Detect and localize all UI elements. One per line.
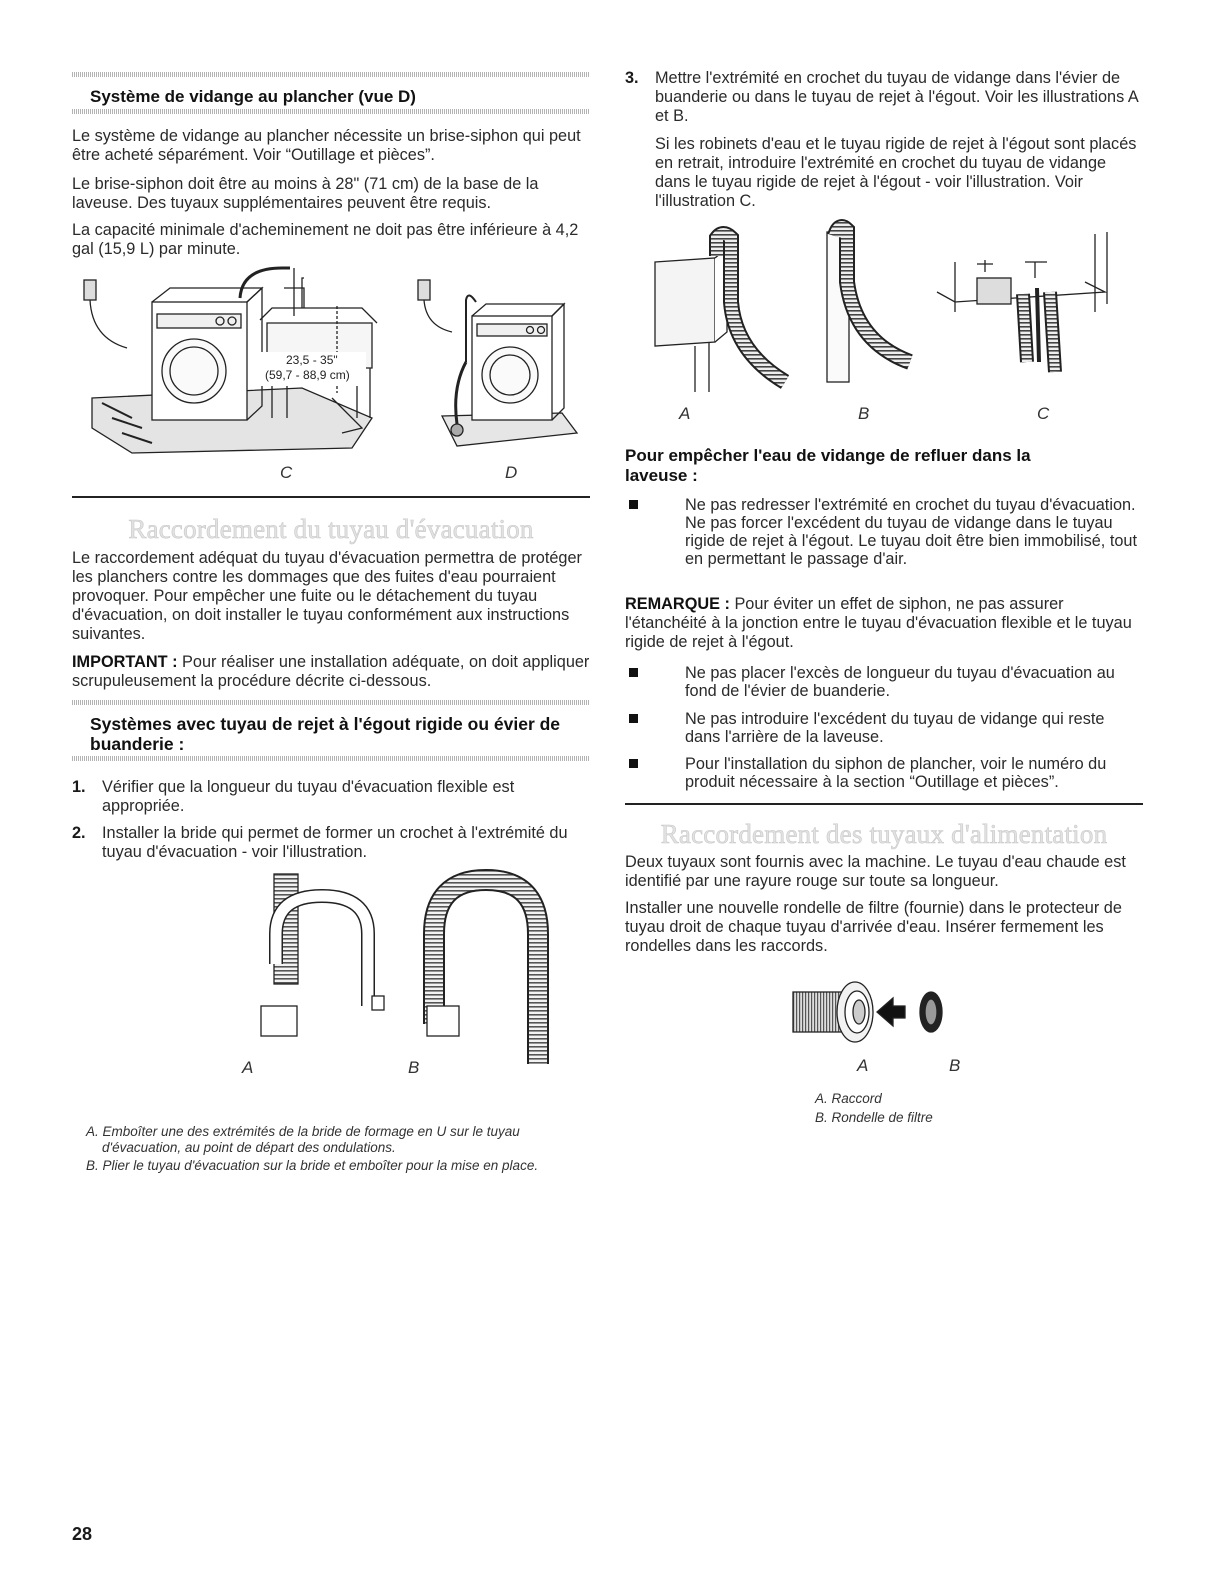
inlet-paragraph-1: Deux tuyaux sont fournis avec la machine. Le tuyau d'eau chaude est identifié par une rayure rouge sur toute sa longueur. xyxy=(625,853,1126,890)
note-paragraph xyxy=(625,595,1143,652)
bullet-square xyxy=(629,714,638,723)
hose-b-end xyxy=(427,1006,459,1036)
section-rule xyxy=(625,803,1143,805)
bullet-3 xyxy=(625,710,1143,746)
backflow-heading: Pour empêcher l'eau de vidange de refluer dans la laveuse : xyxy=(625,446,1031,485)
inlet-paragraph-2: Installer une nouvelle rondelle de filtre (fournie) dans le protecteur de tuyau droit de chaque tuyau d'arrivée d'eau. Insérer fermement les rondelles dans les raccords. xyxy=(625,899,1122,955)
step-1-text: Vérifier que la longueur du tuyau d'évacuation flexible est appropriée. xyxy=(102,778,515,815)
washer-label-b: B xyxy=(949,1056,961,1075)
step-1-number: 1. xyxy=(72,778,86,796)
filter-washer-illustration xyxy=(793,980,993,1050)
caption-a: A. Emboîter une des extrémités de la bride de formage en U sur le tuyau d'évacuation, au point de départ des ondulations. xyxy=(86,1124,520,1155)
bullet-1-text: Ne pas redresser l'extrémité en crochet du tuyau d'évacuation. Ne pas forcer l'excédent du tuyau de vidange dans le tuyau rigide de rejet à l'égout. Le tuyau doit être bien immobilisé, tout en permettant le passage d'air. xyxy=(685,496,1138,568)
fig-label-c: C xyxy=(280,463,293,482)
bullet-1 xyxy=(625,496,1143,568)
sink-a xyxy=(655,258,715,346)
step-3 xyxy=(625,69,1143,126)
dotted-rule xyxy=(72,109,590,114)
step-2 xyxy=(72,824,590,862)
u-form-illustration xyxy=(172,874,572,1054)
bullet-2-text: Ne pas placer l'excès de longueur du tuyau d'évacuation au fond de l'évier de buanderie. xyxy=(685,664,1115,700)
bullet-4-text: Pour l'installation du siphon de plancher, voir le numéro du produit nécessaire à la section “Outillage et pièces”. xyxy=(685,755,1107,791)
bullet-square xyxy=(629,668,638,677)
floor-drain-paragraph-3: La capacité minimale d'acheminement ne doit pas être inférieure à 4,2 gal (15,9 L) par minute. xyxy=(72,221,579,258)
hose-a-end xyxy=(261,1006,297,1036)
drain-hose-intro: Le raccordement adéquat du tuyau d'évacuation permettra de protéger les planchers contre les dommages que des fuites d'eau pourraient provoquer. Pour empêcher une fuite ou le détachement du tuyau d'évacuation, on doit installer le tuyau conformément aux instructions suivantes. xyxy=(72,549,582,643)
u-form-label-a: A xyxy=(242,1058,254,1077)
fig-label-d: D xyxy=(505,463,518,482)
bullet-square xyxy=(629,759,638,768)
step-3-text: Mettre l'extrémité en crochet du tuyau de vidange dans l'évier de buanderie ou dans le tuyau de rejet à l'égout. Voir les illustrations A et B. xyxy=(655,69,1138,125)
dotted-rule xyxy=(72,700,590,705)
measure-inches: 23,5 - 35" xyxy=(286,353,338,367)
washer-caption-a: A. Raccord xyxy=(815,1091,882,1106)
measure-cm: (59,7 - 88,9 cm) xyxy=(265,368,350,382)
inlet-hoses-section-title: Raccordement des tuyaux d'alimentation xyxy=(660,819,1108,849)
bullet-4 xyxy=(625,755,1143,791)
bullet-3-text: Ne pas introduire l'excédent du tuyau de vidange qui reste dans l'arrière de la laveuse. xyxy=(685,710,1105,746)
standpipe-label-a: A xyxy=(679,404,691,423)
note-label: REMARQUE : xyxy=(625,595,730,613)
washer-caption-b: B. Rondelle de filtre xyxy=(815,1110,933,1125)
step-1 xyxy=(72,778,590,816)
rigid-drain-subhead: Systèmes avec tuyau de rejet à l'égout rigide ou évier de buanderie : xyxy=(90,714,561,754)
standpipe-illustration xyxy=(655,222,1125,392)
important-label: IMPORTANT : xyxy=(72,653,178,671)
bullet-2 xyxy=(625,664,1143,700)
washer-label-a: A xyxy=(857,1056,869,1075)
valve-c xyxy=(977,278,1011,304)
caption-b: B. Plier le tuyau d'évacuation sur la bride et emboîter pour la mise en place. xyxy=(86,1158,539,1173)
important-note xyxy=(72,653,590,691)
standpipe-label-b: B xyxy=(858,404,870,423)
standpipe-label-c: C xyxy=(1037,404,1050,423)
dotted-rule xyxy=(72,756,590,761)
bullet-square xyxy=(629,500,638,509)
drain-hose-section-title: Raccordement du tuyau d'évacuation xyxy=(128,514,534,544)
important-text: Pour réaliser une installation adéquate, on doit appliquer scrupuleusement la procédure décrite ci-dessous. xyxy=(72,653,590,690)
dotted-rule xyxy=(72,72,590,77)
step-2-text: Installer la bride qui permet de former un crochet à l'extrémité du tuyau d'évacuation - voir l'illustration. xyxy=(102,824,568,861)
section-rule xyxy=(72,496,590,498)
floor-drain-heading: Système de vidange au plancher (vue D) xyxy=(90,87,416,106)
note-text: Pour éviter un effet de siphon, ne pas assurer l'étanchéité à la jonction entre le tuyau d'évacuation flexible et le tuyau rigide de rejet à l'égout. xyxy=(625,595,1132,651)
u-form-label-b: B xyxy=(408,1058,420,1077)
floor-drain-illustration xyxy=(72,268,590,478)
insert-arrow xyxy=(877,998,905,1026)
page-number: 28 xyxy=(72,1524,93,1544)
step-3-number: 3. xyxy=(625,69,639,87)
step-3-paragraph-2: Si les robinets d'eau et le tuyau rigide de rejet à l'égout sont placés en retrait, introduire l'extrémité en crochet du tuyau de vidange dans le tuyau rigide de rejet à l'égout - voir l'illustration. Voir l'illustration C. xyxy=(655,135,1137,210)
step-2-number: 2. xyxy=(72,824,86,842)
floor-drain-paragraph-2: Le brise-siphon doit être au moins à 28" (71 cm) de la base de la laveuse. Des tuyaux supplémentaires peuvent être requis. xyxy=(72,175,539,212)
floor-drain-paragraph-1: Le système de vidange au plancher nécessite un brise-siphon qui peut être acheté séparément. Voir “Outillage et pièces”. xyxy=(72,127,581,164)
